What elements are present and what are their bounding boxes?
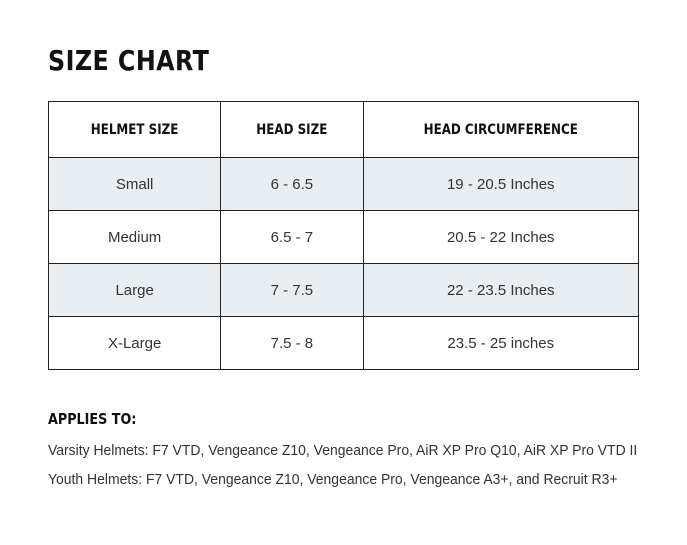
- table-row: [49, 317, 639, 370]
- helmet-size-cell: X-Large: [49, 317, 221, 370]
- table-header-row: [49, 102, 639, 158]
- head-circumference-cell: 22 - 23.5 Inches: [363, 264, 638, 317]
- applies-to-heading: APPLIES TO:: [48, 410, 137, 428]
- head-circumference-cell: 23.5 - 25 inches: [363, 317, 638, 370]
- table-row: [49, 158, 639, 211]
- table-row: [49, 211, 639, 264]
- youth-helmets-line: Youth Helmets: F7 VTD, Vengeance Z10, Vengeance Pro, Vengeance A3+, and Recruit R3+: [48, 471, 618, 488]
- page-title: SIZE CHART: [48, 44, 210, 77]
- table-row: [49, 264, 639, 317]
- header-head-size: [221, 102, 363, 158]
- header-head-circumference-label: HEAD CIRCUMFERENCE: [423, 121, 578, 138]
- header-head-size-label: HEAD SIZE: [256, 121, 328, 138]
- size-chart-table: [48, 101, 639, 370]
- helmet-size-cell: Small: [49, 158, 221, 211]
- head-size-cell: 6 - 6.5: [221, 158, 363, 211]
- helmet-size-cell: Large: [49, 264, 221, 317]
- header-head-circumference: [363, 102, 638, 158]
- header-helmet-size: [49, 102, 221, 158]
- helmet-size-cell: Medium: [49, 211, 221, 264]
- varsity-helmets-line: Varsity Helmets: F7 VTD, Vengeance Z10, Vengeance Pro, AiR XP Pro Q10, AiR XP Pro VTD II: [48, 442, 638, 459]
- head-size-cell: 6.5 - 7: [221, 211, 363, 264]
- head-size-cell: 7 - 7.5: [221, 264, 363, 317]
- head-circumference-cell: 19 - 20.5 Inches: [363, 158, 638, 211]
- head-circumference-cell: 20.5 - 22 Inches: [363, 211, 638, 264]
- head-size-cell: 7.5 - 8: [221, 317, 363, 370]
- header-helmet-size-label: HELMET SIZE: [90, 121, 179, 138]
